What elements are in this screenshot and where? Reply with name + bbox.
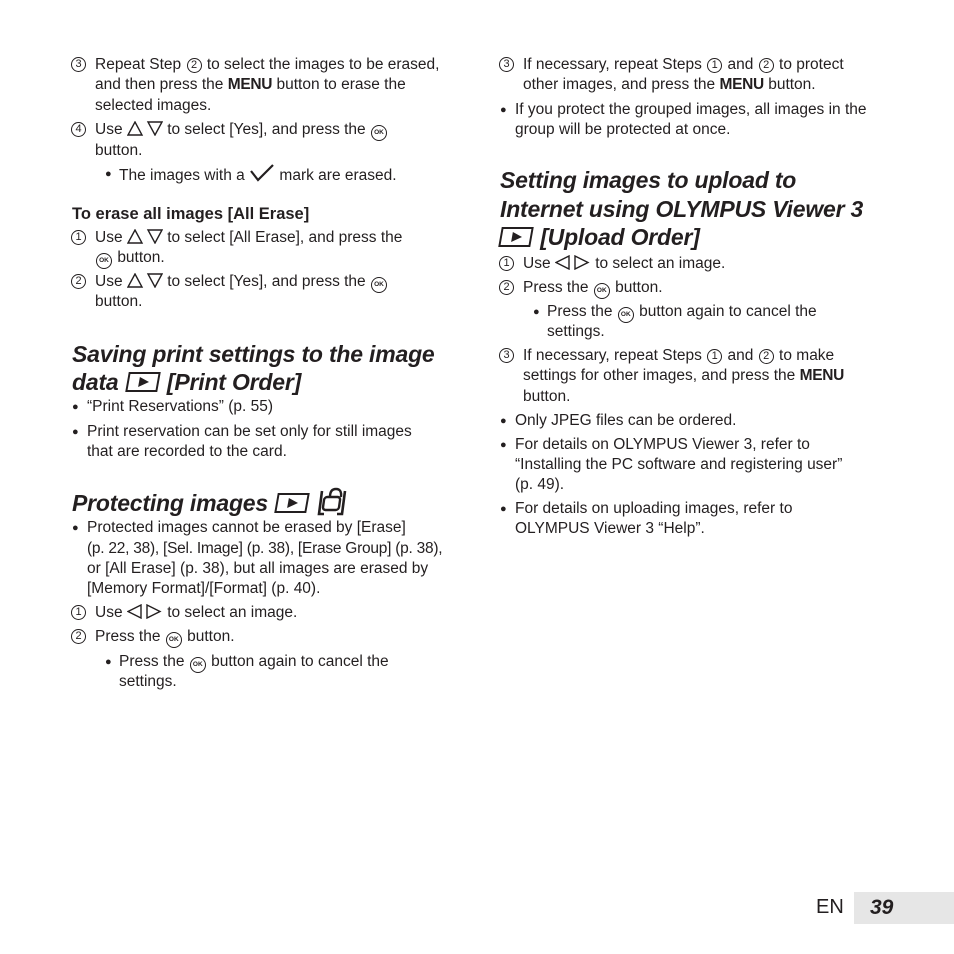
step-number: 1 — [499, 256, 514, 271]
ok-button-icon: OK — [190, 657, 206, 673]
step-number: 4 — [71, 122, 86, 137]
ok-button-icon: OK — [371, 125, 387, 141]
protect-icon — [316, 486, 352, 516]
check-mark-icon — [249, 164, 275, 182]
protect-step-1: 1 Use to select an image. — [72, 603, 297, 623]
step-number: 3 — [499, 348, 514, 363]
bullet-icon: ● — [500, 503, 507, 515]
all-erase-step-1: 1 Use to select [All Erase], and press the — [72, 228, 402, 248]
protect-bullet-1-line-4: [Memory Format]/[Format] (p. 40). — [87, 580, 321, 597]
all-erase-heading: To erase all images [All Erase] — [72, 205, 310, 223]
step-3-line-3: selected images. — [95, 97, 212, 114]
step-4-line-2: button. — [95, 142, 143, 159]
all-erase-step-2-line-2: button. — [95, 293, 143, 310]
jpeg-bullet: ● Only JPEG files can be ordered. — [500, 412, 737, 429]
step-number: 1 — [71, 230, 86, 245]
upload-title-line-1: Setting images to upload to — [500, 167, 797, 193]
print-order-bullet-2: ● Print reservation can be set only for still images — [72, 423, 412, 440]
page-number: 39 — [854, 892, 954, 924]
step-ref-number: 2 — [759, 58, 774, 73]
menu-button-label: MENU — [719, 76, 764, 93]
step-3-line-1: 3 Repeat Step 2 to select the images to be erased, — [72, 55, 439, 75]
step-number: 2 — [499, 280, 514, 295]
print-order-title-line-2: data [Print Order] — [72, 369, 302, 395]
protect-bullet-1-line-3: or [All Erase] (p. 38), but all images are erased by — [87, 560, 429, 577]
bullet-icon: ● — [72, 426, 79, 438]
protect-step-2-bullet-line-2: settings. — [119, 673, 177, 690]
group-protect-bullet-line-2: group will be protected at once. — [515, 121, 731, 138]
upload-step-2: 2 Press the OK button. — [500, 278, 663, 299]
protect-step-2-bullet: ● Press the OK button again to cancel the — [105, 652, 389, 673]
all-erase-step-2: 2 Use to select [Yes], and press the OK — [72, 272, 388, 293]
upload-title-line-2: Internet using OLYMPUS Viewer 3 — [500, 196, 864, 222]
upload-step-3-line-3: button. — [523, 388, 571, 405]
step-number: 2 — [71, 629, 86, 644]
ok-button-icon: OK — [96, 253, 112, 269]
upload-step-1: 1 Use to select an image. — [500, 254, 725, 274]
right-step-3-line-1: 3 If necessary, repeat Steps 1 and 2 to protect — [500, 55, 844, 75]
bullet-icon: ● — [533, 306, 540, 318]
up-down-arrows-icon — [127, 121, 163, 136]
bullet-icon: ● — [500, 104, 507, 116]
language-label: EN — [816, 896, 844, 918]
group-protect-bullet: ● If you protect the grouped images, all images in the — [500, 101, 867, 118]
ok-button-icon: OK — [166, 632, 182, 648]
right-step-3-line-2: other images, and press the MENU button. — [523, 76, 816, 93]
bullet-icon: ● — [105, 656, 112, 668]
upload-step-3-line-1: 3 If necessary, repeat Steps 1 and 2 to make — [500, 346, 834, 366]
viewer-details-bullet-line-3: (p. 49). — [515, 476, 565, 493]
menu-button-label: MENU — [227, 76, 273, 93]
print-order-title-line-1: Saving print settings to the image — [72, 341, 435, 367]
upload-help-bullet: ● For details on uploading images, refer to — [500, 500, 793, 517]
step-4-bullet: ● The images with a mark are erased. — [105, 164, 397, 186]
playback-icon — [274, 493, 310, 513]
step-ref-number: 2 — [759, 349, 774, 364]
viewer-details-bullet: ● For details on OLYMPUS Viewer 3, refer to — [500, 436, 810, 453]
step-ref-number: 1 — [707, 349, 722, 364]
bullet-icon: ● — [72, 522, 79, 534]
up-down-arrows-icon — [127, 273, 163, 288]
step-number: 2 — [71, 274, 86, 289]
upload-help-bullet-line-2: OLYMPUS Viewer 3 “Help”. — [515, 520, 705, 537]
left-right-arrows-icon — [555, 255, 591, 270]
step-ref-number: 1 — [707, 58, 722, 73]
protect-step-2: 2 Press the OK button. — [72, 627, 235, 648]
step-number: 1 — [71, 605, 86, 620]
up-down-arrows-icon — [127, 229, 163, 244]
upload-step-2-bullet-line-2: settings. — [547, 323, 605, 340]
step-number: 3 — [499, 57, 514, 72]
bullet-icon: ● — [72, 401, 79, 413]
ok-button-icon: OK — [618, 307, 634, 323]
viewer-details-bullet-line-2: “Installing the PC software and registering user” — [515, 456, 843, 473]
left-right-arrows-icon — [127, 604, 163, 619]
print-order-bullet-2-line-2: that are recorded to the card. — [87, 443, 287, 460]
playback-icon — [498, 227, 534, 247]
page-footer — [814, 892, 954, 924]
ok-button-icon: OK — [594, 283, 610, 299]
ok-button-icon: OK — [371, 277, 387, 293]
upload-title-line-3: [Upload Order] — [500, 223, 700, 251]
menu-button-label: MENU — [799, 367, 845, 384]
protect-bullet-1-line-2: (p. 22, 38), [Sel. Image] (p. 38), [Erase Group] (p. 38), — [87, 540, 443, 557]
step-ref-number: 2 — [187, 58, 202, 73]
step-4-line-1: 4 Use to select [Yes], and press the OK — [72, 120, 388, 141]
step-number: 3 — [71, 57, 86, 72]
print-order-bullet-1: ● “Print Reservations” (p. 55) — [72, 398, 274, 415]
bullet-icon: ● — [500, 415, 507, 427]
upload-step-2-bullet: ● Press the OK button again to cancel the — [533, 302, 817, 323]
protect-title: Protecting images — [72, 486, 352, 517]
playback-icon — [125, 372, 161, 392]
bullet-icon: ● — [105, 168, 112, 180]
protect-bullet-1: ● Protected images cannot be erased by [Erase] — [72, 519, 406, 536]
step-3-line-2: and then press the MENU button to erase the — [95, 76, 406, 93]
bullet-icon: ● — [500, 439, 507, 451]
all-erase-step-1-line-2: OK button. — [95, 248, 165, 269]
upload-step-3-line-2: settings for other images, and press the MENU — [523, 367, 845, 384]
